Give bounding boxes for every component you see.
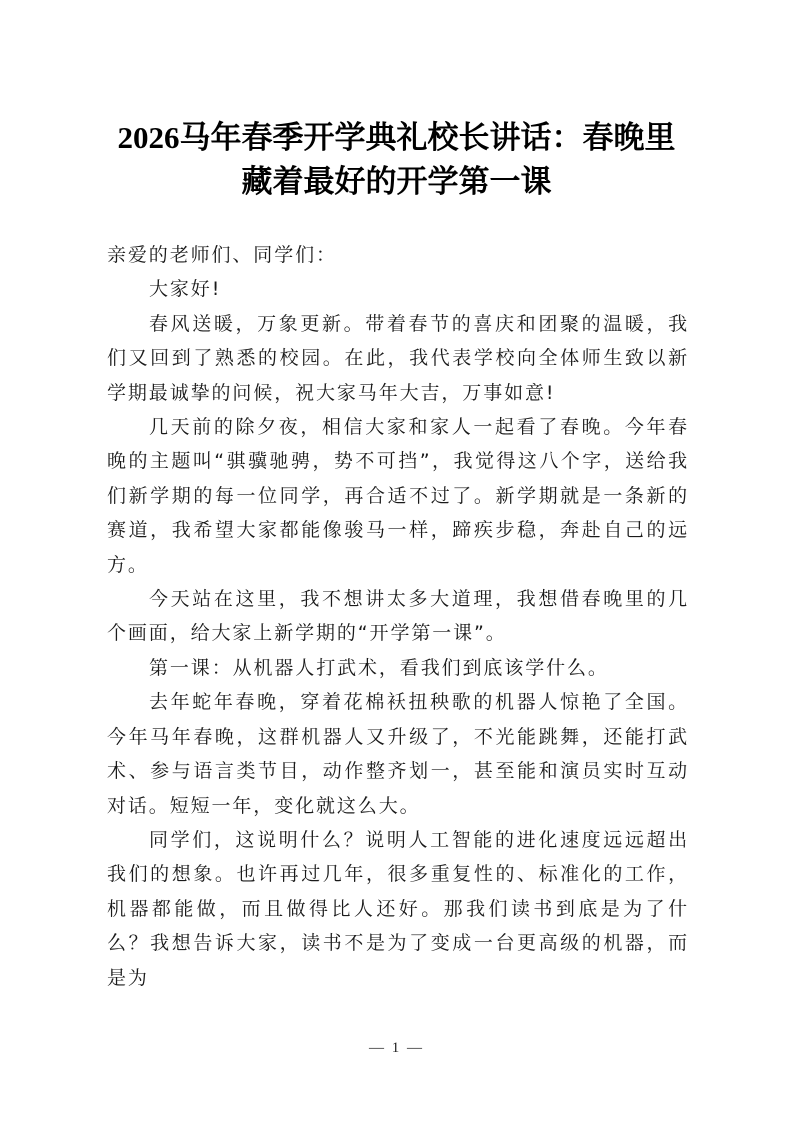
paragraph-ai-reflection: 同学们，这说明什么？说明人工智能的进化速度远远超出我们的想象。也许再过几年，很多重复性的、标准化的工作，机器都能做，而且做得比人还好。那我们读书到底是为了什么？我想告诉大家，读书不是为了变成一台更高级的机器，而是为	[107, 828, 689, 989]
title-line-1: 2026马年春季开学典礼校长讲话：春晚里	[117, 120, 676, 155]
page-number: — 1 —	[369, 1040, 424, 1056]
paragraph-spring-gala-theme: 几天前的除夕夜，相信大家和家人一起看了春晚。今年春晚的主题叫“骐骥驰骋，势不可挡”，我觉得这八个字，送给我们新学期的每一位同学，再合适不过了。新学期就是一条新的赛道，我希望大家都能像骏马一样，蹄疾步稳，奔赴自己的远方。	[107, 416, 689, 576]
paragraph-greeting: 大家好!	[149, 278, 222, 301]
document-title	[90, 116, 703, 204]
paragraph-intro-lessons: 今天站在这里，我不想讲太多大道理，我想借春晚里的几个画面，给大家上新学期的“开学第一课”。	[107, 588, 689, 645]
document-body	[107, 238, 689, 995]
paragraph-robots: 去年蛇年春晚，穿着花棉袄扭秧歌的机器人惊艳了全国。今年马年春晚，这群机器人又升级了，不光能跳舞，还能打武术、参与语言类节目，动作整齐划一，甚至能和演员实时互动对话。短短一年，变化就这么大。	[107, 691, 689, 817]
paragraph-lesson-one-heading: 第一课：从机器人打武术，看我们到底该学什么。	[149, 656, 609, 679]
paragraph-opening: 春风送暖，万象更新。带着春节的喜庆和团聚的温暖，我们又回到了熟悉的校园。在此，我代表学校向全体师生致以新学期最诚挚的问候，祝大家马年大吉，万事如意!	[107, 312, 689, 404]
title-line-2: 藏着最好的开学第一课	[241, 164, 552, 199]
salutation: 亲爱的老师们、同学们：	[107, 244, 337, 266]
